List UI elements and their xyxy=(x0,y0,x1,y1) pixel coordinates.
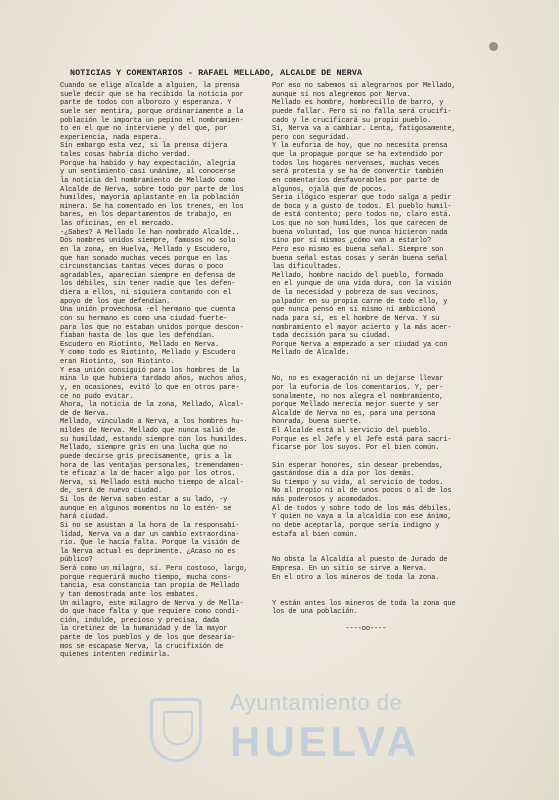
text-line: apoyo de los que defendían. xyxy=(60,297,171,306)
text-line: Dos nombres unidos siempre, famosos no solo xyxy=(60,237,236,246)
text-line: más poderosos y acomodados. xyxy=(272,496,383,504)
text-line: Mellado de Alcalde. xyxy=(272,349,350,358)
text-line: ----oo---- xyxy=(272,625,387,634)
text-line: nombramiento el mayor acierto y la más acer- xyxy=(272,323,452,332)
text-line: Porque ha habido y hay expectación, alegría xyxy=(60,159,236,168)
text-line: Y la euforia de hoy, que no necesita prensa xyxy=(272,142,448,151)
text-line: ce no pudo evitar. xyxy=(60,392,134,401)
text-line: puede fallar. Pero si no falla será crucifi- xyxy=(272,107,452,116)
text-line: Mellado, siempre gris en una lucha que no xyxy=(60,444,228,453)
text-line: la Nerva actual es deprimente. ¿Acaso no es xyxy=(60,547,236,556)
text-line: -¿Sabes? A Mellado le han nombrado Alcalde.. xyxy=(60,228,240,237)
text-line: Y esa unión consiguió para los hombres de la xyxy=(60,366,240,375)
text-line: Cuando se elige alcalde a alguien, la prensa xyxy=(60,82,240,90)
text-line: Sí, Nerva va a cambiar. Lenta, fatigosamente, xyxy=(272,125,456,134)
text-line: en el yunque de una vida dura, con la visión xyxy=(272,280,452,289)
text-line: Y están antes los mineros de toda la zona que xyxy=(272,599,456,608)
page-title: NOTICIAS Y COMENTARIOS - RAFAEL MELLADO, ALCALDE DE NERVA xyxy=(70,68,363,78)
text-line: para los que no estaban unidos porque descon- xyxy=(60,323,244,332)
text-line: suele decir que se ha recibido la noticia por xyxy=(60,90,244,99)
text-line: mina lo que hubiera tardado años, muchos años, xyxy=(60,375,248,384)
text-line: honrada, buena suerte. xyxy=(272,418,362,427)
text-line xyxy=(272,453,502,462)
text-line xyxy=(272,358,502,367)
text-line: puede decirse gris precisamente, gris a la xyxy=(60,452,232,461)
text-line: aunque sí nos alegremos por Nerva. xyxy=(272,90,411,99)
text-line xyxy=(272,617,502,626)
text-line: Si los de Nerva saben estar a su lado, -y xyxy=(60,496,228,504)
text-line: Sin esperar honores, sin desear prebendas, xyxy=(272,461,444,470)
watermark-bottom-text: HUELVA xyxy=(230,718,421,765)
text-line: lidad, Nerva va a dar un cambio extraordina- xyxy=(60,530,240,539)
text-line: será protesta y se ha de convertir también xyxy=(272,168,444,177)
text-line: público? xyxy=(60,556,93,565)
text-line: la cretinez de la humanidad y de la mayor xyxy=(60,625,228,634)
text-line: El Alcalde está al servicio del pueblo. xyxy=(272,427,432,435)
text-line: fiaban hasta de los que les defendían. xyxy=(60,332,215,341)
text-line: estafa al bien común. xyxy=(272,530,358,539)
text-line: los débiles, sin tener nadie que les defen- xyxy=(60,280,236,289)
text-line: que han sonado muchas veces porque en las xyxy=(60,254,228,263)
text-line: Pero eso mismo es buena señal. Siempre son xyxy=(272,245,444,254)
text-line: quienes intenten redimirla. xyxy=(60,651,171,660)
text-line: Si no se asustan a la hora de la responsabi- xyxy=(60,521,240,530)
text-line: Porque Nerva a empezado a ser ciudad ya con xyxy=(272,340,448,349)
text-line: tancia, esa constancia tan propia de Mellado xyxy=(60,582,240,591)
text-line: Nerva, si Mellado está mucho tiempo de alcal- xyxy=(60,478,244,487)
text-line: parte de todos con alborozo y esperanza. Y xyxy=(60,99,232,108)
text-line: Será como un milagro, sí. Pero costoso, largo, xyxy=(60,565,248,573)
text-line: hará ciudad. xyxy=(60,513,109,522)
text-line: en comentarios desfavorables por parte de xyxy=(272,176,440,185)
text-line: ción, indulde, precioso y precisa, dada xyxy=(60,616,220,625)
text-line: Su tiempo y su vida, al servicio de todos. xyxy=(272,478,444,487)
text-line: Ahora, la noticia de la zona, Mellado, Alcal- xyxy=(60,401,244,410)
text-line: No, no es exageración ni un dejarse llevar xyxy=(272,375,444,384)
text-line: Mellado, vinculado a Nerva, a los hombres hu- xyxy=(60,418,244,427)
text-line: con su hermano es como una ciudad fuerte- xyxy=(60,314,228,323)
text-line: te eficaz a la de hacer algo por los otros. xyxy=(60,470,236,479)
text-line: y un sentimiento casi unánime, al conocerse xyxy=(60,168,236,177)
text-line: no debe aceptarla, porque sería indigno y xyxy=(272,521,440,530)
punch-hole xyxy=(489,42,498,51)
text-line: Empresa. En un sitio se sirve a Nerva. xyxy=(272,565,427,573)
text-line: algunos, ojalá que de pocos. xyxy=(272,185,387,194)
shield-logo-icon xyxy=(150,698,202,762)
text-line: los de una población. xyxy=(272,608,358,617)
text-line: diera a ellos, ni siquiera contando con el xyxy=(60,289,232,297)
text-line: sino por sí mismos ¿cómo van a estarlo? xyxy=(272,237,432,246)
text-line: En el otro a los mineros de toda la zona. xyxy=(272,573,440,582)
text-line: todos los hogares nervenses, muchas veces xyxy=(272,159,440,168)
left-column xyxy=(60,82,282,660)
text-line: gastándose día a día por los demás. xyxy=(272,470,415,479)
text-line: por la euforia de los comentarios. Y, per- xyxy=(272,383,444,392)
text-line: Mellado, hombre nacido del pueblo, formado xyxy=(272,271,444,280)
text-line: su humildad, estando siempre con los humildes. xyxy=(60,435,248,444)
right-column xyxy=(272,82,502,634)
text-line: Y quien no vaya a la alcaldía con ese ánimo, xyxy=(272,513,452,522)
text-line: Escudero en Riotinto, Mellado en Nerva. xyxy=(60,340,220,349)
text-line: de boca y a gusto de todos. El pueblo humil- xyxy=(272,202,452,211)
text-line: Un milagro, este milagro de Nerva y de Mella- xyxy=(60,599,244,608)
text-line: Sin embargo esta vez, si la prensa dijera xyxy=(60,142,228,151)
text-line: pero con seguridad. xyxy=(272,133,350,142)
watermark xyxy=(150,690,520,770)
text-line: agradables, aparecían siempre en defensa de xyxy=(60,271,236,280)
text-line: to en el que no interviene y del que, por xyxy=(60,125,228,134)
text-line: de está contento; pero todos no, claro está. xyxy=(272,211,452,220)
text-line: población le importa un pepino el nombramien- xyxy=(60,116,244,125)
text-line xyxy=(272,367,502,376)
text-line: Sería ilógico esperar que todo salga a pedir xyxy=(272,194,452,203)
text-line: experiencia, nada espera. xyxy=(60,133,162,142)
text-line: No obsta la Alcaldía al puesto de Jurado de xyxy=(272,556,448,565)
text-line: y tan demostrada ante los embates. xyxy=(60,590,199,599)
text-line: nada para sí, es el hombre de Nerva. Y su xyxy=(272,314,440,323)
text-line: No al propio ni al de unos pocos o al de los xyxy=(272,487,452,496)
text-line: Al de todos y sobre todo de los más débiles. xyxy=(272,504,452,513)
text-line: buena señal estas cosas y serán buena señal xyxy=(272,254,448,263)
text-line: de la necesidad y pobreza de sus vecinos, xyxy=(272,289,440,297)
text-line: mos se escapase Nerva, la crucifixión de xyxy=(60,642,224,651)
text-line: tales cosas habría dicho verdad. xyxy=(60,151,191,159)
text-line: tada decisión para su ciudad. xyxy=(272,332,391,341)
text-line: porque requerirá mucho tiempo, mucha cons- xyxy=(60,573,232,582)
text-line xyxy=(272,539,502,548)
text-line: circunstancias tantas veces duras o poco xyxy=(60,263,224,272)
text-line xyxy=(272,548,502,557)
text-line: Por eso no sabemos si alegrarnos por Mellado, xyxy=(272,82,456,90)
text-line: cado y le crucificará su propio pueblo. xyxy=(272,116,432,125)
text-line: Una unión provechosa -el hermano que cuenta xyxy=(60,306,236,315)
text-line: suele ser mentira, porque ordinariamente a la xyxy=(60,107,244,116)
text-line: Porque es el Jefe y el Jefe está para sacri- xyxy=(272,435,452,444)
text-line: hora de las ventajas personales, tremendamen- xyxy=(60,461,244,470)
text-line: Alcalde de Nerva no es, para una persona xyxy=(272,409,436,418)
text-line: do que hace falta y que requiere como condi- xyxy=(60,608,240,617)
text-line: la noticia del nombramiento de Mellado como xyxy=(60,176,236,185)
text-line: y, en ocasiones, evitó lo que en otros pare- xyxy=(60,383,240,392)
text-line: rio. Que le hacía falta. Porque la visión de xyxy=(60,539,240,548)
text-line: bares, en los departamentos de trabajo, en xyxy=(60,211,232,220)
text-line: que nunca pensó en sí mismo ni ambicionó xyxy=(272,306,436,315)
text-line xyxy=(272,591,502,600)
text-line: parte de los pueblos y de los que desearía- xyxy=(60,634,236,642)
text-line: Y como todo es Riotinto, Mellado y Escudero xyxy=(60,349,236,358)
text-line: Los que no son humildes, los que carecen de xyxy=(272,220,448,228)
text-line: que la propague porque se ha extendido por xyxy=(272,151,444,159)
text-line: mildes de Nerva. Mellado que nunca salió de xyxy=(60,427,236,435)
text-line: humildes, mayoría aplastante en la población xyxy=(60,194,240,203)
text-line: las oficinas, en el mercado. xyxy=(60,220,175,228)
text-line: buena voluntad, los que nunca hicieron nada xyxy=(272,228,448,237)
text-line: sonalmente, no nos alegra el nombramiento, xyxy=(272,392,444,401)
text-line: de de Nerva. xyxy=(60,409,109,418)
text-line: de, será de nuevo ciudad. xyxy=(60,487,162,496)
text-line xyxy=(272,582,502,591)
text-line: eran Riotinto, son Riotinto. xyxy=(60,358,175,366)
text-line: palpador en su propia carne de todo ello, y xyxy=(272,297,448,306)
text-line: Alcalde de Nerva, sobre todo por parte de los xyxy=(60,185,244,194)
text-line: aunque en algunos momentos no lo estén- se xyxy=(60,504,232,513)
text-line: ficarse por los suyos. Por el bien común. xyxy=(272,444,440,453)
text-line: minera. Se ha comentado en los trenes, en los xyxy=(60,202,244,211)
text-line: las dificultades. xyxy=(272,263,342,272)
text-line: en la zona, en Huelva, Mellado y Escudero, xyxy=(60,245,232,254)
watermark-top-text: Ayuntamiento de xyxy=(230,690,403,715)
text-line: Mellado es hombre, hombrecillo de barro, y xyxy=(272,99,444,108)
text-line: porque Mellado merecía mejor suerte y ser xyxy=(272,401,440,410)
